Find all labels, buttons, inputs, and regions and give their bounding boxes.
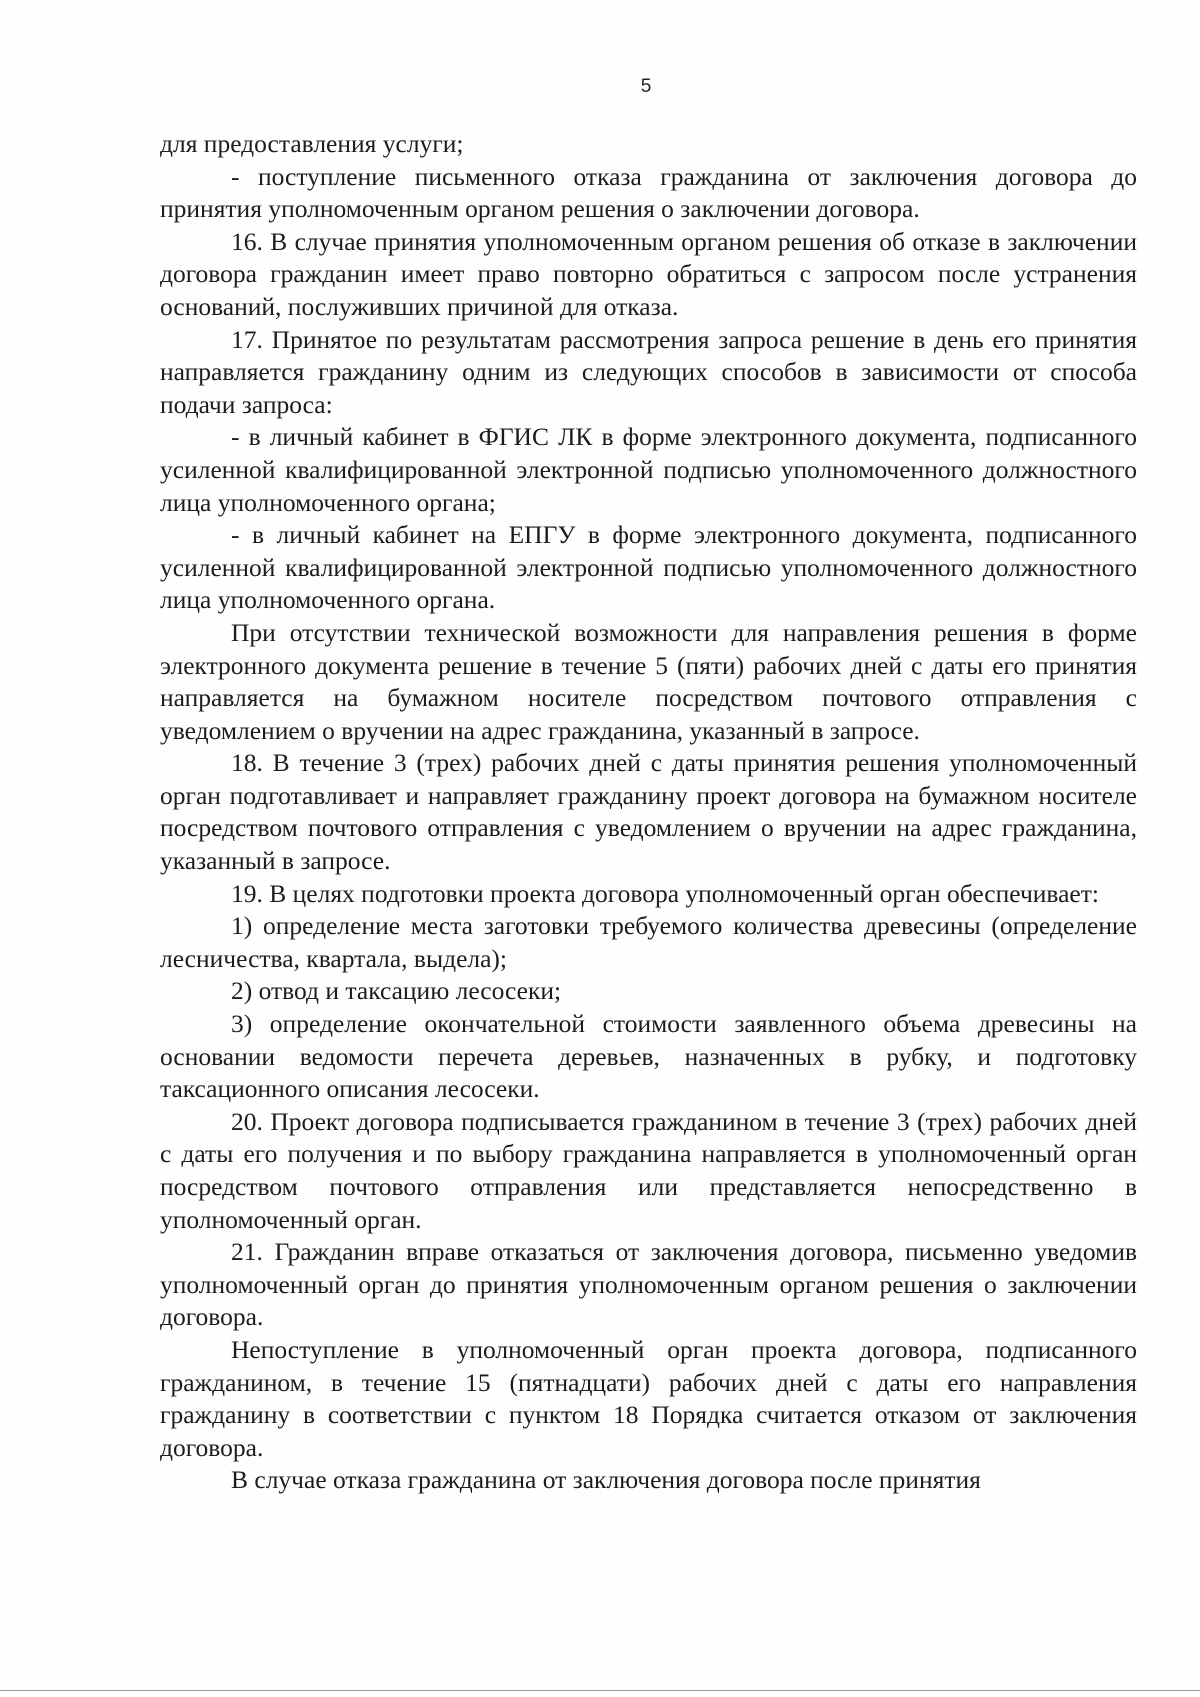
paragraph-non-receipt: Непоступление в уполномоченный орган проекта договора, подписанного гражданином, в течение 15 (пятнадцати) рабочих дней с даты его направления гражданину в соответствии с пунктом 18 Порядка считается отказом от заключения договора. <box>160 1334 1137 1462</box>
paragraph-clause-16: 16. В случае принятия уполномоченным органом решения об отказе в заключении договора гражданин имеет право повторно обратиться с запросом после устранения оснований, послуживших причиной для отказа. <box>160 226 1137 321</box>
paragraph-fgis-cabinet: - в личный кабинет в ФГИС ЛК в форме электронного документа, подписанного усиленной квалифицированной электронной подписью уполномоченного должностного лица уполномоченного органа; <box>160 422 1137 517</box>
paragraph-paper-delivery: При отсутствии технической возможности для направления решения в форме электронного документа решение в течение 5 (пяти) рабочих дней с даты его принятия направляется на бумажном носителе посредством почтового отправления с уведомлением о вручении на адрес гражданина, указанный в запросе. <box>160 617 1137 745</box>
paragraph-refusal-reason: - поступление письменного отказа гражданина от заключения договора до принятия уполномоченным органом решения о заключении договора. <box>160 161 1137 224</box>
paragraph-clause-20: 20. Проект договора подписывается гражданином в течение 3 (трех) рабочих дней с даты его получения и по выбору гражданина направляется в уполномоченный орган посредством почтового отправления или представляется непосредственно в уполномоченный орган. <box>160 1106 1137 1234</box>
paragraph-clause-19: 19. В целях подготовки проекта договора уполномоченный орган обеспечивает: <box>231 878 1099 908</box>
paragraph-item-2: 2) отвод и таксацию лесосеки; <box>231 976 562 1006</box>
paragraph-clause-21: 21. Гражданин вправе отказаться от заключения договора, письменно уведомив уполномоченный орган до принятия уполномоченным органом решения о заключении договора. <box>160 1237 1137 1332</box>
paragraph-item-3: 3) определение окончательной стоимости заявленного объема древесины на основании ведомости перечета деревьев, назначенных в рубку, и подготовку таксационного описания лесосеки. <box>160 1009 1137 1104</box>
scan-edge-line <box>0 1690 1200 1691</box>
paragraph-clause-18: 18. В течение 3 (трех) рабочих дней с даты принятия решения уполномоченный орган подготавливает и направляет гражданину проект договора на бумажном носителе посредством почтового отправления с уведомлением о вручении на адрес гражданина, указанный в запросе. <box>160 748 1137 876</box>
paragraph-item-1: 1) определение места заготовки требуемого количества древесины (определение лесничества, квартала, выдела); <box>160 911 1137 973</box>
paragraph-clause-17: 17. Принятое по результатам рассмотрения запроса решение в день его принятия направляется гражданину одним из следующих способов в зависимости от способа подачи запроса: <box>160 324 1137 419</box>
paragraph-epgu-cabinet: - в личный кабинет на ЕПГУ в форме электронного документа, подписанного усиленной квалифицированной электронной подписью уполномоченного должностного лица уполномоченного органа. <box>160 520 1137 615</box>
document-body <box>160 128 1137 1497</box>
page-number: 5 <box>640 76 652 97</box>
paragraph-refusal-after: В случае отказа гражданина от заключения договора после принятия <box>231 1465 981 1495</box>
paragraph-continuation: для предоставления услуги; <box>160 129 464 158</box>
